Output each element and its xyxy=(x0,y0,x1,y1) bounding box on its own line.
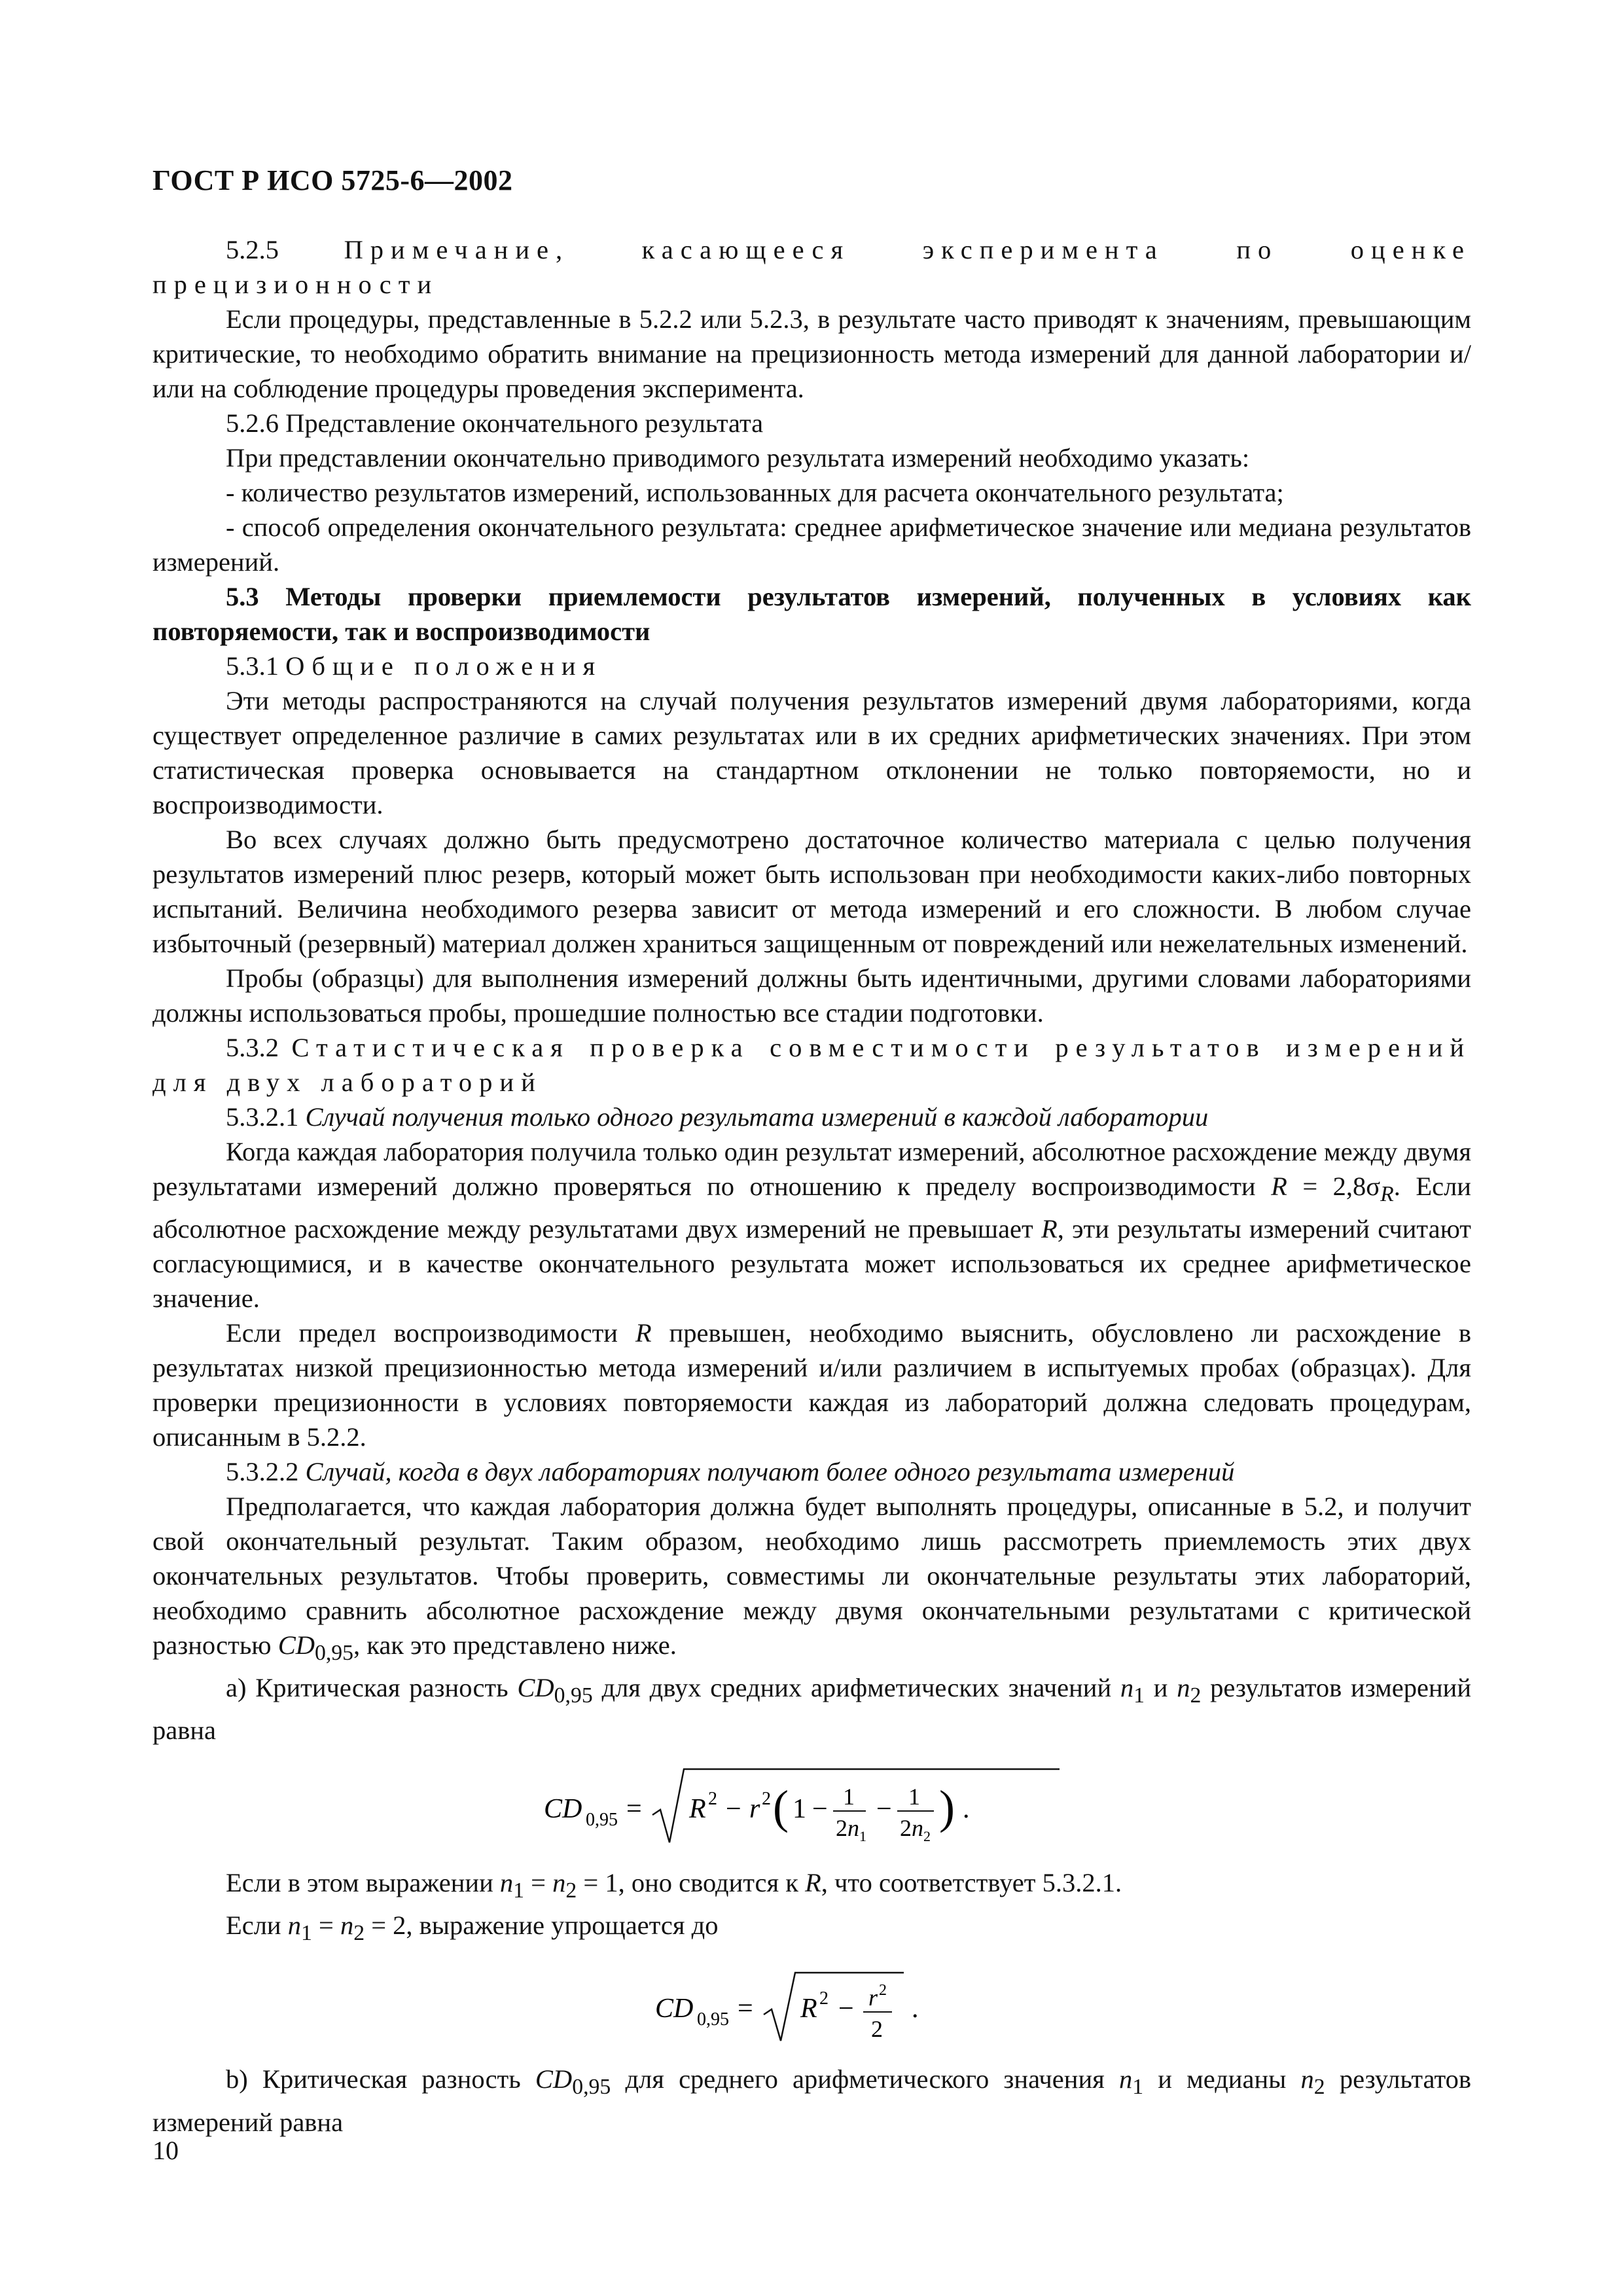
minus: − xyxy=(876,1794,892,1825)
section-number: 5.3.2.1 xyxy=(226,1102,299,1132)
text: Если предел воспроизводимости xyxy=(226,1318,635,1348)
paragraph-5-3-2-heading xyxy=(152,1030,1471,1100)
formula-cd-general xyxy=(152,1748,1471,1865)
paragraph: Если процедуры, представленные в 5.2.2 или 5.2.3, в результате часто приводят к значениям, превышающим критические, то необходимо обратить внимание на прецизионность метода измерений для данной лаборатории и/или на соблюдение процедуры проведения эксперимента. xyxy=(152,304,1471,403)
section-number: 5.3.2.2 xyxy=(226,1457,299,1487)
subscript: 0,95 xyxy=(572,2075,611,2100)
subscript: 0,95 xyxy=(314,1641,354,1666)
text: = 2,8σ xyxy=(1287,1172,1381,1201)
paragraph: Во всех случаях должно быть предусмотрено достаточное количество материала с целью получения результатов измерений плюс резерв, который может быть использован при необходимости каких-либо повторных испытаний. Величина необходимого резерва зависит от метода измерений и его сложности. В любом случае избыточный (резервный) материал должен храниться защищенным от повреждений или нежелательных изменений. xyxy=(152,825,1471,958)
exponent: 2 xyxy=(707,1789,717,1810)
numerator-exp: 2 xyxy=(878,1982,887,2000)
minus: − xyxy=(812,1794,828,1825)
paragraph: Эти методы распространяются на случай получения результатов измерений двумя лабораториями, когда существует определенное различие в самих результатах или в их средних арифметических значениях. При этом статистическая проверка основывается на стандартном отклонении не только повторяемости, но и воспроизводимости. xyxy=(152,686,1471,819)
one: 1 xyxy=(792,1794,806,1825)
numerator: 1 xyxy=(908,1784,920,1810)
subscript: 0,95 xyxy=(554,1683,593,1708)
text: и медианы xyxy=(1143,2064,1301,2094)
symbol-n: n xyxy=(287,1910,301,1941)
paragraph-5-3-2-2-heading xyxy=(152,1454,1471,1489)
text: и xyxy=(1145,1673,1177,1703)
text: результатов измерений равна xyxy=(152,1673,1471,1746)
document-body xyxy=(152,232,1471,2140)
period: . xyxy=(962,1794,969,1825)
subscript: 2 xyxy=(353,1921,365,1946)
symbol-n: n xyxy=(1118,2064,1133,2094)
formula-lhs: CD xyxy=(543,1794,582,1825)
section-number: 5.2.5 xyxy=(226,235,279,264)
paragraph-5-2-5-heading xyxy=(152,232,1471,302)
formula-lhs-subscript: 0,95 xyxy=(696,2009,729,2030)
symbol-n: n xyxy=(1120,1673,1134,1703)
list-item: - способ определения окончательного результата: среднее арифметическое значение или медиана результатов измерений. xyxy=(152,512,1471,577)
paragraph-5-3-2-1-heading xyxy=(152,1100,1471,1134)
document-header: ГОСТ Р ИСО 5725-6—2002 xyxy=(152,164,513,196)
period: . xyxy=(911,1994,918,2024)
section-title: Статистическая проверка совместимости результатов измерений для двух лабораторий xyxy=(152,1033,1471,1097)
subscript: 1 xyxy=(1132,2075,1144,2100)
text: b) Критическая разность xyxy=(226,2064,535,2094)
formula-equals: = xyxy=(626,1794,642,1825)
symbol-CD: CD xyxy=(535,2064,573,2094)
formula-cd-simplified xyxy=(152,1950,1471,2062)
formula-cd-general-svg xyxy=(544,1757,1080,1856)
paragraph xyxy=(152,1670,1471,1748)
subscript: 2 xyxy=(565,1878,577,1903)
paragraph: Пробы (образцы) для выполнения измерений должны быть идентичными, другими словами лабораториями должны использоваться пробы, прошедшие полностью все стадии подготовки. xyxy=(152,963,1471,1028)
subscript: 2 xyxy=(1313,2075,1325,2100)
symbol-CD: CD xyxy=(517,1673,554,1703)
paren-open: ( xyxy=(772,1781,789,1834)
paren-close: ) xyxy=(938,1781,955,1834)
text: результатов измерений равна xyxy=(152,2064,1471,2137)
section-number: 5.3.2 xyxy=(226,1033,279,1062)
denominator-n: n xyxy=(847,1815,859,1842)
section-title: Случай получения только одного результата измерений в каждой лаборатории xyxy=(305,1102,1209,1132)
formula-lhs: CD xyxy=(654,1994,693,2024)
text: = xyxy=(524,1868,553,1898)
symbol-n: n xyxy=(1177,1673,1190,1703)
paragraph xyxy=(152,1908,1471,1950)
paragraph-5-3-1-heading xyxy=(152,649,1471,683)
formula-lhs-subscript: 0,95 xyxy=(585,1810,618,1831)
text: для среднего арифметического значения xyxy=(611,2064,1119,2094)
list-item: - количество результатов измерений, использованных для расчета окончательного результата; xyxy=(226,478,1284,507)
paragraph xyxy=(152,1134,1471,1316)
paragraph xyxy=(152,2062,1471,2139)
subscript: 2 xyxy=(1190,1683,1202,1708)
term-r: r xyxy=(749,1794,760,1825)
numerator: 1 xyxy=(842,1784,855,1810)
denominator-2: 2 xyxy=(899,1815,912,1842)
text: a) Критическая разность xyxy=(226,1673,518,1703)
term-R: R xyxy=(688,1794,706,1825)
symbol-n: n xyxy=(1300,2064,1314,2094)
exponent: 2 xyxy=(761,1789,771,1810)
text: для двух средних арифметических значений xyxy=(592,1673,1120,1703)
symbol-CD: CD xyxy=(277,1630,315,1660)
paragraph xyxy=(152,1489,1471,1670)
text: Предполагается, что каждая лаборатория должна будет выполнять процедуры, описанные в 5.2, и получит свой окончательный результат. Таким образом, необходимо лишь рассмотреть приемлемость этих двух окончательных результатов. Чтобы проверить, совместимы ли окончательные результаты этих лабораторий, необходимо сравнить абсолютное расхождение между двумя окончательными результатами с критической разностью xyxy=(152,1492,1471,1660)
symbol-R: R xyxy=(635,1318,652,1348)
text: = 1, оно сводится к xyxy=(577,1868,806,1898)
paragraph: При представлении окончательно приводимого результата измерений необходимо указать: xyxy=(226,443,1250,473)
symbol-n: n xyxy=(552,1868,566,1898)
section-heading-5-2-6: 5.2.6 Представление окончательного результата xyxy=(226,408,764,438)
denominator: 2 xyxy=(870,2016,883,2043)
text: Если xyxy=(226,1910,288,1941)
denominator-n: n xyxy=(911,1815,923,1842)
formula-cd-simplified-svg xyxy=(655,1957,969,2055)
term-R: R xyxy=(800,1994,817,2024)
symbol-R: R xyxy=(1041,1214,1058,1244)
symbol-n: n xyxy=(340,1910,354,1941)
text: , что соответствует 5.3.2.1. xyxy=(821,1868,1122,1898)
text: = 2, выражение упрощается до xyxy=(365,1910,719,1941)
text: Когда каждая лаборатория получила только один результат измерений, абсолютное расхождение между двумя результатами измерений должно проверяться по отношению к пределу воспроизводимости xyxy=(152,1137,1471,1201)
text: Если в этом выражении xyxy=(226,1868,500,1898)
formula-equals: = xyxy=(737,1994,753,2024)
symbol-n: n xyxy=(499,1868,514,1898)
text: , как это представлено ниже. xyxy=(353,1630,677,1660)
symbol-R: R xyxy=(1271,1172,1287,1201)
denominator-2: 2 xyxy=(835,1815,847,1842)
subscript: 1 xyxy=(1133,1683,1145,1708)
page-number: 10 xyxy=(152,2136,179,2165)
text: превышен, необходимо выяснить, обусловлено ли расхождение в результатах низкой прецизионностью метода измерений и/или различием в испытуемых пробах (образцах). Для проверки прецизионности в условиях повторяемости каждая из лабораторий должна следовать процедурам, описанным в 5.2.2. xyxy=(152,1318,1471,1452)
symbol-R: R xyxy=(805,1868,821,1898)
paragraph xyxy=(152,1865,1471,1908)
text: . Если абсолютное расхождение между результатами двух измерений не превышает xyxy=(152,1172,1471,1244)
minus: − xyxy=(838,1994,854,2024)
minus: − xyxy=(725,1794,741,1825)
section-title: Общие положения xyxy=(285,651,603,681)
paragraph xyxy=(152,1316,1471,1454)
denominator-sub: 2 xyxy=(923,1828,931,1845)
section-title: Примечание, касающееся эксперимента по оценке прецизионности xyxy=(152,235,1472,299)
subscript: 1 xyxy=(513,1878,525,1903)
numerator-r: r xyxy=(868,1984,878,2011)
subscript: R xyxy=(1380,1182,1394,1207)
section-heading-5-3: 5.3 Методы проверки приемлемости результатов измерений, полученных в условиях как повторяемости, так и воспроизводимости xyxy=(152,582,1471,646)
subscript: 1 xyxy=(300,1921,312,1946)
denominator-sub: 1 xyxy=(859,1828,866,1845)
exponent: 2 xyxy=(819,1988,829,2009)
text: , эти результаты измерений считают согласующимися, и в качестве окончательного результата может использоваться их среднее арифметическое значение. xyxy=(152,1214,1471,1314)
section-number: 5.3.1 xyxy=(226,651,279,681)
section-title: Случай, когда в двух лабораториях получают более одного результата измерений xyxy=(305,1457,1235,1487)
text: = xyxy=(312,1910,340,1941)
